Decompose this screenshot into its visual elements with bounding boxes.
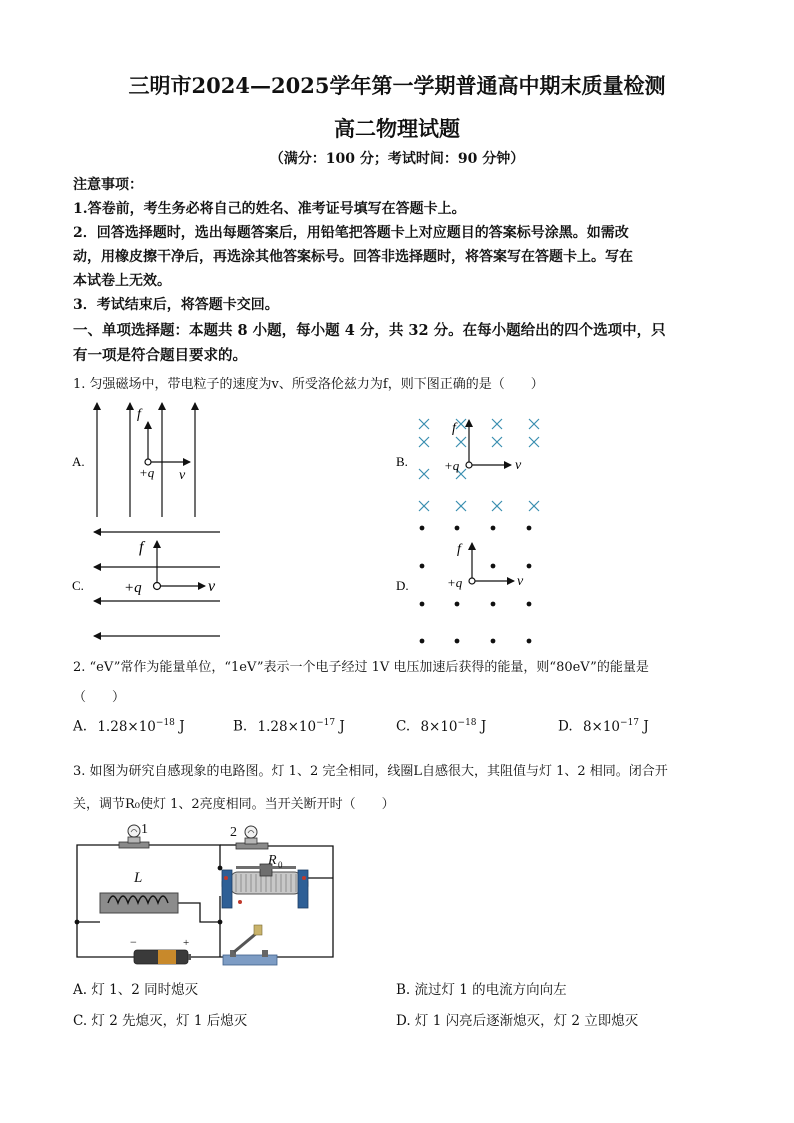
rheostat [222, 853, 308, 908]
force-label: f [457, 542, 461, 557]
figure-d [396, 526, 531, 644]
charge-label: +q [444, 458, 460, 473]
junction [218, 920, 223, 925]
dot-symbol [420, 526, 425, 531]
dot-symbol [420, 602, 425, 607]
question-3-stem-line1: 3. 如图为研究自感现象的电路图。灯 1、2 完全相同，线圈L自感很大，其阻值与灯 1、2 相同。闭合开 [73, 764, 668, 779]
lamp-2 [230, 825, 268, 849]
question-2-option-a: A. $1.28\times 10^{-18}$ J [73, 718, 185, 735]
charge-particle [466, 462, 472, 468]
velocity-label: v [179, 468, 186, 483]
question-2-stem-line1: 2. “eV”常作为能量单位，“1eV”表示一个电子经过 1V 电压加速后获得的能量，则“80eV”的能量是 [73, 660, 649, 675]
dot-symbol [491, 639, 496, 644]
question-3-option-d: D. 灯 1 闪亮后逐渐熄灭，灯 2 立即熄灭 [396, 1013, 639, 1029]
exam-subtitle: 高二物理试题 [334, 116, 460, 141]
section-1-line1: 一、单项选择题：本题共 8 小题，每小题 4 分，共 32 分。在每小题给出的四个选项中，只 [73, 322, 666, 339]
wire [178, 903, 220, 922]
charge-particle [154, 583, 161, 590]
dot-symbol [491, 526, 496, 531]
cross-symbol [529, 437, 539, 447]
force-label: f [137, 407, 141, 422]
dot-symbol [527, 564, 532, 569]
question-3-option-b: B. 流过灯 1 的电流方向向左 [396, 982, 567, 998]
cross-symbol [456, 501, 466, 511]
exam-info: （满分：100 分；考试时间：90 分钟） [269, 151, 525, 167]
battery-minus: − [130, 935, 137, 949]
question-2-option-b: B. $1.28\times 10^{-17}$ J [233, 718, 345, 735]
question-2-stem-line2: （ ） [73, 690, 126, 705]
dot-symbol [491, 564, 496, 569]
charge-label: +q [124, 580, 142, 596]
exam-title: 三明市2024—2025学年第一学期普通高中期末质量检测 [128, 73, 666, 98]
velocity-label: v [515, 458, 522, 473]
rheostat-subscript: 0 [278, 860, 283, 870]
cross-symbol [456, 437, 466, 447]
figure-a [72, 403, 195, 517]
coil-label: L [134, 870, 143, 886]
cross-symbol [492, 501, 502, 511]
dot-symbol [420, 564, 425, 569]
label-a: A. [72, 454, 85, 469]
dot-symbol [455, 639, 460, 644]
lamp-1-label: 1 [141, 822, 148, 837]
battery [130, 935, 191, 964]
inductor-coil [100, 870, 178, 913]
notes-heading: 注意事项： [73, 177, 143, 193]
cross-symbol [419, 419, 429, 429]
battery-plus: + [183, 937, 190, 949]
cross-symbol [456, 419, 466, 429]
cross-symbol [419, 501, 429, 511]
knife-switch [223, 925, 277, 965]
note-1: 1.答卷前，考生务必将自己的姓名、准考证号填写在答题卡上。 [73, 201, 466, 217]
dot-symbol [527, 639, 532, 644]
cross-symbol [419, 469, 429, 479]
cross-symbol [529, 501, 539, 511]
rheostat-label: R [268, 853, 277, 868]
dot-symbol [491, 602, 496, 607]
section-1-line2: 有一项是符合题目要求的。 [73, 347, 247, 364]
field-out-of-page-symbols [420, 526, 532, 644]
note-2-line1: 2．回答选择题时，选出每题答案后，用铅笔把答题卡上对应题目的答案标号涂黑。如需改 [73, 225, 629, 241]
figure-c [72, 532, 220, 636]
wire [146, 845, 220, 868]
velocity-label: v [517, 574, 524, 589]
figure-b [396, 419, 539, 511]
dot-symbol [527, 602, 532, 607]
note-2-line2: 动，用橡皮擦干净后，再选涂其他答案标号。回答非选择题时，将答案写在答题卡上。写在 [73, 249, 633, 265]
charge-particle [469, 578, 475, 584]
charge-label: +q [447, 575, 463, 590]
label-c: C. [72, 578, 84, 593]
question-3-option-c: C. 灯 2 先熄灭，灯 1 后熄灭 [73, 1013, 248, 1029]
force-label: f [139, 539, 144, 556]
question-3-stem-line2: 关，调节R₀使灯 1、2亮度相同。当开关断开时（ ） [73, 797, 395, 812]
lamp-2-label: 2 [230, 825, 237, 840]
junction [75, 920, 80, 925]
charge-label: +q [139, 465, 155, 480]
cross-symbol [529, 419, 539, 429]
cross-symbol [419, 437, 429, 447]
note-2-line3: 本试卷上无效。 [73, 273, 171, 289]
dot-symbol [527, 526, 532, 531]
label-d: D. [396, 578, 409, 593]
question-2-option-d: D. $8\times 10^{-17}$ J [558, 718, 649, 735]
cross-symbol [492, 419, 502, 429]
dot-symbol [455, 526, 460, 531]
dot-symbol [420, 639, 425, 644]
question-3-option-a: A. 灯 1、2 同时熄灭 [73, 982, 199, 998]
dot-symbol [455, 602, 460, 607]
velocity-label: v [208, 578, 216, 595]
question-1-stem: 1. 匀强磁场中，带电粒子的速度为v、所受洛伦兹力为f，则下图正确的是（ ） [73, 377, 544, 392]
force-label: f [452, 421, 456, 436]
label-b: B. [396, 454, 408, 469]
question-2-option-c: C. $8\times 10^{-18}$ J [396, 718, 487, 735]
lamp-1 [119, 822, 149, 848]
cross-symbol [492, 437, 502, 447]
note-3: 3．考试结束后，将答题卡交回。 [73, 297, 279, 313]
